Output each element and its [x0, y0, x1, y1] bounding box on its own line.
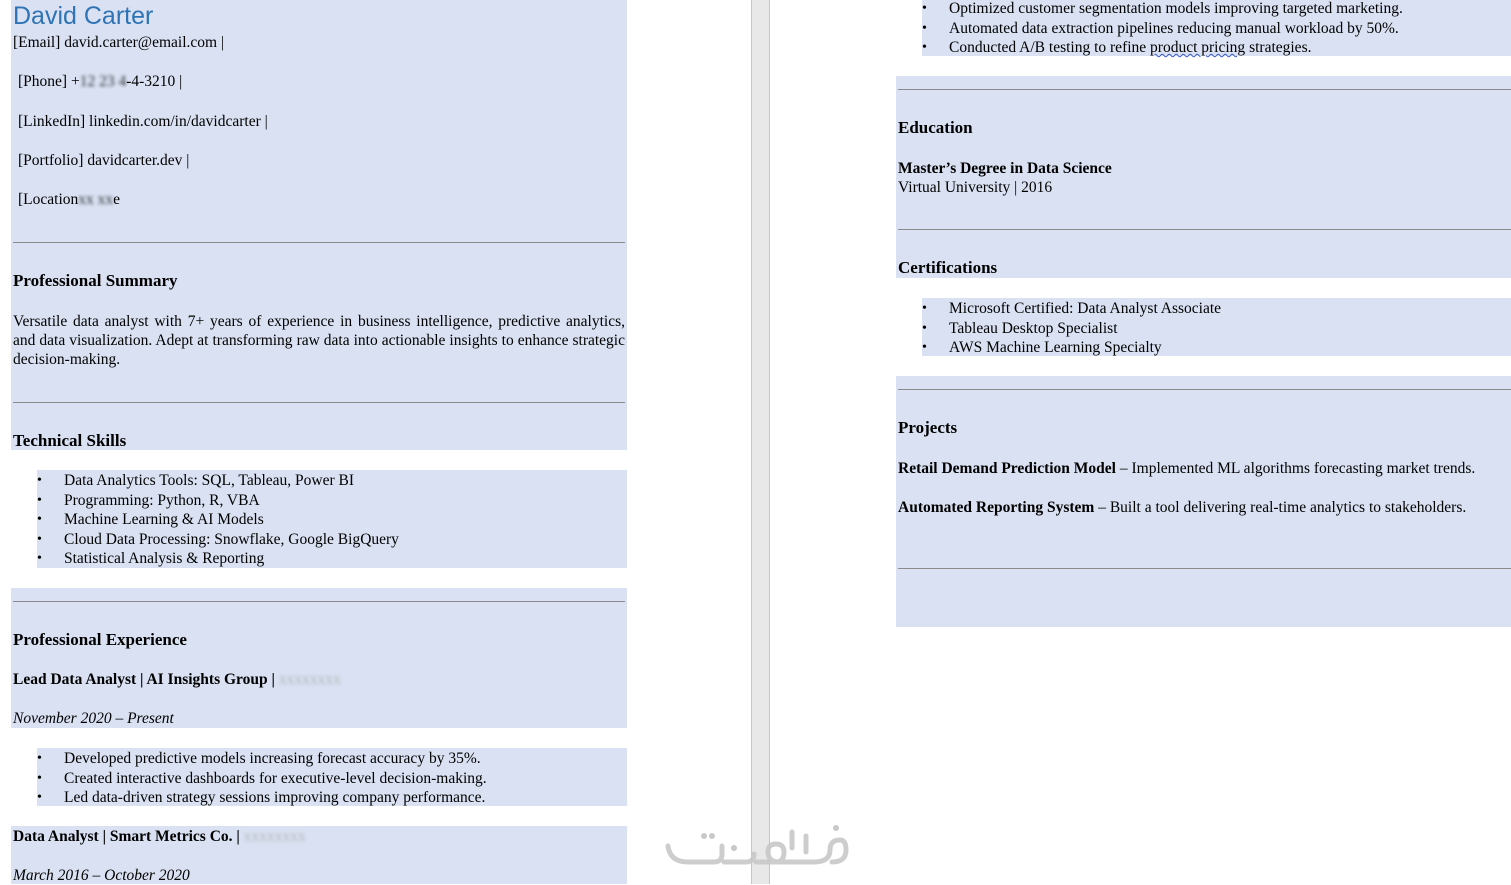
list-item: • AWS Machine Learning Specialty	[922, 338, 1221, 358]
job1-dates	[13, 709, 174, 728]
job1-dates-text: November 2020 – Present	[13, 710, 174, 727]
section-heading-education: Education	[898, 118, 973, 137]
project-1-desc: – Implemented ML algorithms forecasting market trends.	[1115, 460, 1476, 477]
document-page-left	[0, 0, 751, 884]
watermark-logo	[664, 822, 849, 870]
job2-dates-text: March 2016 – October 2020	[13, 867, 190, 884]
email-line	[13, 33, 224, 52]
section-heading-summary: Professional Summary	[13, 271, 178, 290]
candidate-name: David Carter	[13, 2, 154, 30]
project-entry-2	[898, 498, 1498, 517]
list-item	[922, 38, 1403, 58]
list-item: • Microsoft Certified: Data Analyst Associate	[922, 299, 1221, 319]
location-line	[18, 190, 120, 209]
shading-block-header	[11, 0, 627, 450]
list-item: • Automated data extraction pipelines reducing manual workload by 50%.	[922, 19, 1403, 39]
education-degree-text: Master’s Degree in Data Science	[898, 160, 1112, 177]
job2-bullets	[922, 0, 1403, 58]
job1-bullets	[37, 749, 487, 808]
bullet-text: strategies.	[1245, 39, 1312, 56]
watermark-logo-graphic	[664, 822, 849, 870]
section-heading-projects: Projects	[898, 418, 958, 437]
divider-line	[898, 229, 1511, 230]
divider-line	[13, 242, 625, 243]
list-item: • Cloud Data Processing: Snowflake, Google BigQuery	[37, 530, 399, 550]
project-entry-1	[898, 459, 1498, 478]
email-value: david.carter@email.com |	[64, 34, 225, 51]
page-gutter	[751, 0, 770, 884]
linkedin-value: linkedin.com/in/davidcarter |	[89, 113, 268, 130]
list-item: • Created interactive dashboards for executive-level decision-making.	[37, 769, 487, 789]
job2-title	[13, 827, 306, 846]
phone-label: [Phone] +	[18, 73, 80, 90]
document-page-right	[770, 0, 1511, 884]
skills-list	[37, 471, 399, 569]
spellcheck-marked-text[interactable]: product pricing	[1150, 39, 1246, 56]
email-label: [Email]	[13, 34, 61, 51]
list-item: • Developed predictive models increasing forecast accuracy by 35%.	[37, 749, 487, 769]
divider-line	[898, 89, 1511, 90]
job2-title-text: Data Analyst | Smart Metrics Co. |	[13, 828, 240, 845]
project-2-desc: – Built a tool delivering real-time analytics to stakeholders.	[1094, 499, 1467, 516]
location-label: [Location	[18, 191, 79, 208]
education-degree	[898, 159, 1112, 178]
divider-line	[13, 601, 625, 602]
section-heading-skills: Technical Skills	[13, 431, 127, 450]
project-2-name: Automated Reporting System	[898, 499, 1095, 516]
job2-dates	[13, 866, 190, 885]
location-value: e	[113, 191, 121, 208]
portfolio-line	[18, 151, 189, 170]
linkedin-line	[18, 112, 268, 131]
education-school: Virtual University | 2016	[898, 179, 1053, 196]
redacted-location-blur: xx xx	[78, 191, 114, 208]
divider-line	[898, 568, 1511, 569]
job1-title	[13, 670, 341, 689]
list-item: • Data Analytics Tools: SQL, Tableau, Power BI	[37, 471, 399, 491]
list-item: • Machine Learning & AI Models	[37, 510, 399, 530]
job1-title-text: Lead Data Analyst | AI Insights Group |	[13, 671, 275, 688]
section-heading-certifications: Certifications	[898, 258, 998, 277]
list-item: • Tableau Desktop Specialist	[922, 319, 1221, 339]
divider-line	[898, 389, 1511, 390]
list-item: • Optimized customer segmentation models improving targeted marketing.	[922, 0, 1403, 19]
portfolio-label: [Portfolio]	[18, 152, 84, 169]
project-1-name: Retail Demand Prediction Model	[898, 460, 1116, 477]
list-item: • Statistical Analysis & Reporting	[37, 549, 399, 569]
phone-value: -4-3210 |	[126, 73, 183, 90]
divider-line	[13, 402, 625, 403]
section-heading-experience: Professional Experience	[13, 630, 187, 649]
linkedin-label: [LinkedIn]	[18, 113, 86, 130]
shading-block-experience	[11, 588, 627, 728]
certifications-list	[922, 299, 1221, 358]
list-item: • Programming: Python, R, VBA	[37, 491, 399, 511]
phone-line	[18, 72, 182, 91]
redacted-location-blur: xxxxxxxx	[278, 671, 341, 688]
redacted-location-blur: xxxxxxxx	[243, 828, 306, 845]
redacted-phone-blur: 12 23 4	[79, 73, 127, 90]
list-item: • Led data-driven strategy sessions improving company performance.	[37, 788, 487, 808]
portfolio-value: davidcarter.dev |	[87, 152, 190, 169]
bullet-text: Conducted A/B testing to refine	[949, 39, 1151, 56]
summary-paragraph: Versatile data analyst with 7+ years of experience in business intelligence, predictive analytics, and data visualization. Adept at transforming raw data into actionable insights to enhance strategic decision-making.	[13, 313, 625, 368]
